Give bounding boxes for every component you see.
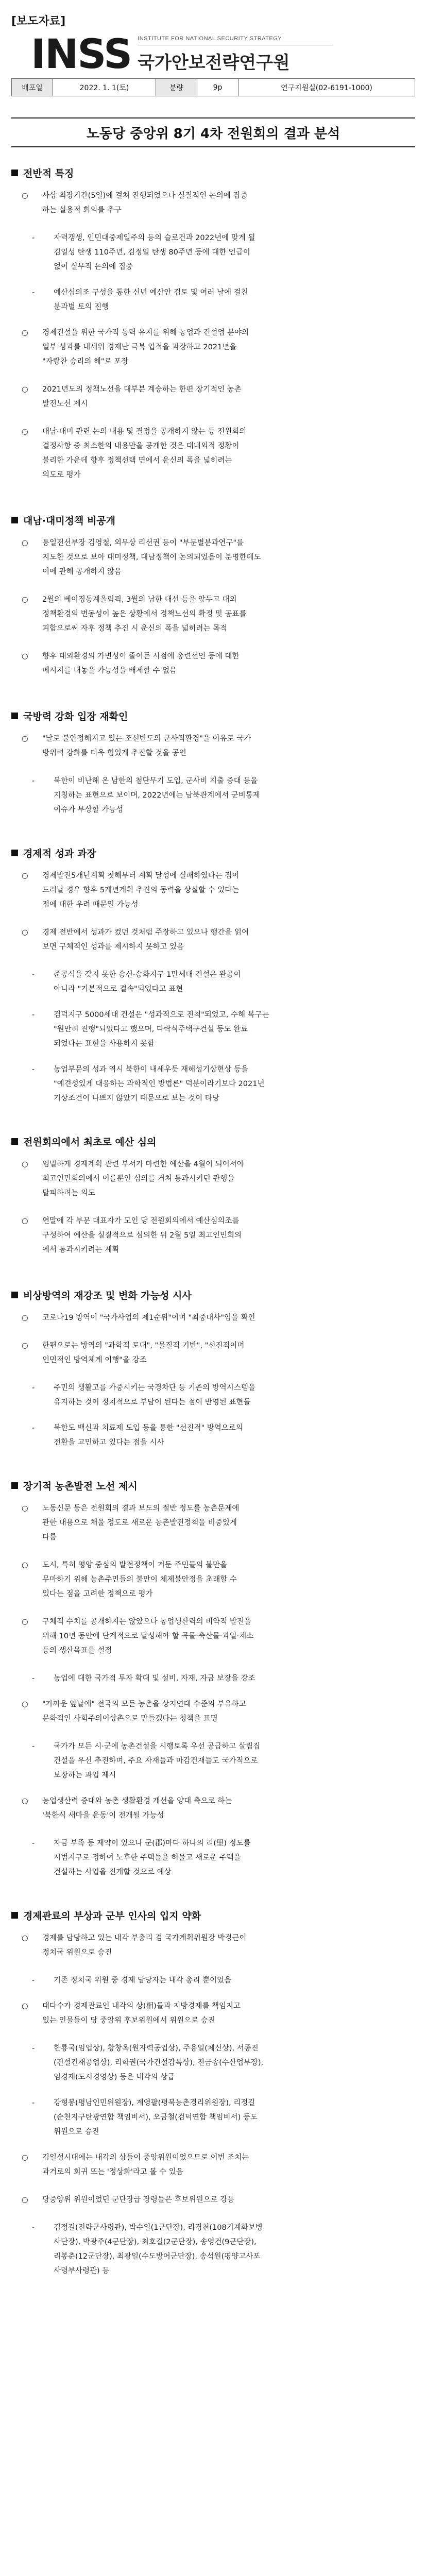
circle-bullet-icon: ○ (22, 1160, 28, 1168)
circle-bullet-icon: ○ (22, 428, 28, 436)
main-bullet-item (11, 869, 415, 912)
sub-bullet-item (11, 1739, 415, 1783)
sub-bullet-item (11, 1973, 415, 1988)
section-title (11, 709, 415, 723)
bullet-text: 한편으로는 방역의 "과학적 토대", "물질적 기반", "선진적이며 인민적인 방역체계 이행"을 강조 (42, 1342, 245, 1364)
institute-korean-name: 국가안보전략연구원 (138, 53, 290, 73)
circle-bullet-icon: ○ (22, 2154, 28, 2162)
dash-bullet-icon: - (32, 777, 35, 785)
press-release-tag: [보도자료] (11, 15, 66, 28)
main-bullet-item (11, 1338, 415, 1367)
bullet-text: 엄밀하게 경제계획 관련 부서가 마련한 예산을 4월이 되어서야 최고인민회의에서 이를뿐인 심의를 거쳐 통과시키던 관행을 탈피하려는 의도 (42, 1160, 244, 1197)
section-title-text: 전원회의에서 최초로 예산 심의 (23, 1137, 157, 1148)
dash-bullet-icon: - (32, 2099, 35, 2107)
main-bullet-item (11, 1931, 415, 1960)
main-bullet-item (11, 1501, 415, 1545)
circle-bullet-icon: ○ (22, 928, 28, 937)
main-bullet-item (11, 536, 415, 579)
circle-bullet-icon: ○ (22, 385, 28, 394)
institute-name-block (138, 36, 333, 74)
bullet-text: 김정길(전략군사령관), 박수일(1군단장), 리경천(108기계화보병 사단장), 박광주(4군단장), 최호길(2군단장), 송영건(9군단장), 리봉춘(12군단장), 최광일(수도방어군단장), 송석원(평양고사포 사령부사령관) 등 (54, 2224, 263, 2275)
main-bullet-item (11, 425, 415, 482)
sub-bullet-item (11, 2221, 415, 2278)
dash-bullet-icon: - (32, 971, 35, 979)
circle-bullet-icon: ○ (22, 2002, 28, 2010)
bullet-text: 경제발전5개년계획 첫해부터 계획 달성에 실패하였다는 점이 드러날 경우 향후 5개년계획 추진의 동력을 상실할 수 있다는 점에 대한 우려 때문일 가능성 (42, 872, 240, 909)
section-bullet-icon (11, 1292, 18, 1298)
bullet-text: 경제 전반에서 성과가 컸던 것처럼 주장하고 있으나 행간을 읽어 보면 구체적인 성과를 제시하지 못하고 있음 (42, 928, 249, 951)
bullet-text: 향후 대외환경의 가변성이 줄어든 시점에 총련선언 등에 대한 메시지를 내놓을 가능성을 배제할 수 없음 (42, 652, 240, 675)
bullet-text: 준공식을 갖지 못한 송신·송화지구 1만세대 건설은 완공이 아니라 "기본적으로 결속"되었다고 표현 (54, 971, 241, 993)
dash-bullet-icon: - (32, 1976, 35, 1985)
section-title (11, 513, 415, 527)
main-bullet-item (11, 649, 415, 678)
page-count: 9p (197, 79, 238, 96)
circle-bullet-icon: ○ (22, 2196, 28, 2204)
bullet-text: 북한이 비난해 온 남한의 첨단무기 도입, 군사비 지출 증대 등을 지칭하는 표현으로 보이며, 2022년에는 남북관계에서 군비통제 이슈가 부상할 가능성 (54, 777, 260, 814)
section-title (11, 1908, 415, 1922)
section-title (11, 166, 415, 180)
main-bullet-item (11, 189, 415, 217)
circle-bullet-icon: ○ (22, 1314, 28, 1322)
sub-bullet-item (11, 285, 415, 314)
section-bullet-icon (11, 170, 18, 176)
bullet-text: 코로나19 방역이 "국가사업의 제1순위"이며 "최중대사"임을 확인 (42, 1314, 255, 1322)
circle-bullet-icon: ○ (22, 596, 28, 604)
bullet-text: 북한도 백신과 치료제 도입 등을 통한 "선진적" 방역으로의 전환을 고민하고 있다는 점을 시사 (54, 1424, 243, 1447)
bullet-text: 김일성시대에는 내각의 상들이 중앙위원이었으므로 이번 조치는 과거로의 회귀 또는 '정상화'라고 볼 수 있음 (42, 2154, 249, 2176)
section-title-text: 대남·대미정책 비공개 (23, 515, 116, 527)
bullet-text: 경제를 담당하고 있는 내각 부총리 겸 국가계획위원장 박정근이 정치국 위원으로 승진 (42, 1934, 247, 1957)
sub-bullet-item (11, 231, 415, 274)
main-bullet-item (11, 1311, 415, 1325)
bullet-text: 주민의 생활고를 가중시키는 국경차단 등 기존의 방역시스템을 유지하는 것이 정치적으로 부담이 된다는 점이 반영된 표현들 (54, 1384, 255, 1406)
circle-bullet-icon: ○ (22, 1504, 28, 1513)
sub-bullet-item (11, 2041, 415, 2084)
section-title-text: 경제적 성과 과장 (23, 848, 96, 859)
sub-bullet-item (11, 1421, 415, 1450)
circle-bullet-icon: ○ (22, 192, 28, 200)
page-count-label: 분량 (156, 79, 197, 96)
bullet-text: 대다수가 경제관료인 내각의 상(相)들과 지방경제를 책임지고 있는 인물들이 당 중앙위 후보위원에서 위원으로 승진 (42, 2002, 241, 2025)
sub-bullet-item (11, 1671, 415, 1686)
circle-bullet-icon: ○ (22, 1561, 28, 1569)
main-bullet-item (11, 1794, 415, 1823)
bullet-text: 자력갱생, 인민대중제일주의 등의 슬로건과 2022년에 맞게 될 김일성 탄생 110주년, 김정일 탄생 80주년 등에 대한 언급이 없이 실무적 논의에 집중 (54, 234, 255, 271)
sub-bullet-item (11, 1381, 415, 1410)
bullet-text: 농업부문의 성과 역시 북한이 내세우듯 재해성기상현상 등을 "예견성있게 대응하는 과학적인 방법론" 덕분이라기보다 2021년 기상조건이 나쁘지 않았기 때문으로 보는 것이 타당 (54, 1065, 265, 1103)
bullet-text: 연말에 각 부문 대표자가 모인 당 전원회의에서 예산심의조를 구성하여 예산을 실질적으로 심의한 뒤 2월 5일 최고인민회의 에서 통과시키려는 계획 (42, 1217, 242, 1254)
dash-bullet-icon: - (32, 2224, 35, 2232)
bullet-text: 도시, 특히 평양 중심의 발전정책이 거둔 주민들의 불만을 무마하기 위해 농촌주민들의 불만이 체제불안정을 초래할 수 있다는 점을 고려한 정책으로 평가 (42, 1561, 237, 1598)
circle-bullet-icon: ○ (22, 1618, 28, 1626)
bullet-text: 당중앙위 위원이었던 군단장급 장령들은 후보위원으로 강등 (42, 2196, 235, 2204)
section-bullet-icon (11, 713, 18, 719)
dash-bullet-icon: - (32, 1424, 35, 1432)
main-bullet-item (11, 1214, 415, 1257)
section-title (11, 846, 415, 860)
circle-bullet-icon: ○ (22, 539, 28, 547)
section-bullet-icon (11, 1138, 18, 1145)
section-bullet-icon (11, 517, 18, 523)
contact-info: 연구지원실(02-6191-1000) (238, 79, 415, 96)
document-title: 노동당 중앙위 8기 4차 전원회의 결과 분석 (11, 117, 415, 147)
bullet-text: 사상 최장기간(5일)에 걸쳐 진행되었으나 실질적인 논의에 집중 하는 실용적 회의를 추구 (42, 192, 248, 214)
bullet-text: 2월의 베이징동계올림픽, 3월의 남한 대선 등을 앞두고 대외 정책환경의 변동성이 높은 상황에서 정책노선의 확정 및 공표를 피함으로써 자후 정책 추진 시 운신의 폭을 넓히려는 목적 (42, 596, 247, 633)
main-bullet-item (11, 592, 415, 636)
bullet-text: 기존 정치국 위원 중 경제 담당자는 내각 총리 뿐이었음 (54, 1976, 232, 1985)
section-bullet-icon (11, 1482, 18, 1489)
bullet-text: "가까운 앞날에" 전국의 모든 농촌을 상지연대 수준의 부유하고 문화적인 사회주의이상촌으로 만들겠다는 청책을 표명 (42, 1700, 246, 1723)
bullet-text: 통일전선부장 김영철, 외무상 리선권 등이 "부문별분과연구"를 지도한 것으로 보아 대미정책, 대남정책이 논의되었음이 분명한데도 이에 관해 공개하지 않음 (42, 539, 261, 576)
section-bullet-icon (11, 850, 18, 856)
bullet-text: 농업에 대한 국가적 투자 확대 및 설비, 자재, 자금 보장을 강조 (54, 1674, 255, 1683)
main-bullet-item (11, 1999, 415, 2028)
section-title (11, 1479, 415, 1493)
bullet-text: 강형봉(평남인민위원장), 계영팔(평북농촌경리위원장), 리정길 (순천지구탄광연합 책임비서), 오금철(검덕연합 책임비서) 등도 위원으로 승진 (54, 2099, 258, 2136)
section-title-text: 전반적 특징 (23, 168, 74, 179)
circle-bullet-icon: ○ (22, 1797, 28, 1805)
section-title (11, 1288, 415, 1302)
section-bullet-icon (11, 1912, 18, 1919)
bullet-text: 노동신문 등은 전원회의 결과 보도의 절반 정도를 농촌문제에 관한 내용으로 채울 정도로 새로운 농촌발전정책을 비중있게 다룸 (42, 1504, 240, 1541)
main-bullet-item (11, 1615, 415, 1658)
main-bullet-item (11, 2193, 415, 2207)
section-title-text: 국방력 강화 입장 재확인 (23, 711, 128, 722)
inss-logo: INSS (31, 31, 132, 78)
dash-bullet-icon: - (32, 1674, 35, 1683)
sub-bullet-item (11, 1836, 415, 1879)
main-bullet-item (11, 1558, 415, 1601)
sub-bullet-item (11, 774, 415, 817)
bullet-text: 2021년도의 정책노선을 대부분 계승하는 한편 장기적인 농촌 발전노선 제시 (42, 385, 242, 408)
sub-bullet-item (11, 968, 415, 996)
dash-bullet-icon: - (32, 289, 35, 297)
bullet-text: 검덕지구 5000세대 건설은 "성과적으로 진척"되었고, 수해 복구는 "원만히 진행"되었다고 했으며, 다락식주택구건설 등도 완료 되었다는 표현을 사용하지 못함 (54, 1011, 269, 1048)
section-title-text: 경제관료의 부상과 군부 인사의 입지 약화 (23, 1910, 201, 1922)
bullet-text: 대남·대미 관련 논의 내용 및 결정을 공개하지 않는 등 전원회의 결정사항 중 최소한의 내용만을 공개한 것은 대내외적 정황이 불리한 가운데 향후 정책선택 면에서 운신의 폭을 넓히려는 의도로 평가 (42, 428, 247, 479)
release-meta-table (11, 78, 415, 96)
bullet-text: 구체적 수치를 공개하지는 않았으나 농업생산력의 비약적 발전을 위해 10년 동안에 단계적으로 달성해야 할 곡물·축산물·과일·채소 등의 생산목표를 설정 (42, 1618, 254, 1655)
main-bullet-item (11, 732, 415, 760)
bullet-text: 자금 부족 등 제약이 있으나 군(郡)마다 하나의 리(里) 정도를 시범지구로 정하여 노후한 주택들을 허물고 새로운 주택을 건설하는 사업을 진개할 것으로 예상 (54, 1839, 251, 1876)
section-title-text: 비상방역의 재강조 및 변화 가능성 시사 (23, 1290, 192, 1301)
main-bullet-item (11, 326, 415, 369)
dash-bullet-icon: - (32, 1384, 35, 1392)
sub-bullet-item (11, 2096, 415, 2139)
circle-bullet-icon: ○ (22, 1342, 28, 1350)
main-bullet-item (11, 1157, 415, 1200)
masthead (31, 31, 395, 78)
dash-bullet-icon: - (32, 234, 35, 242)
bullet-text: 농업생산력 증대와 농촌 생활환경 개선을 양대 축으로 하는 '북한식 새마을 운동'이 전개될 가능성 (42, 1797, 232, 1820)
circle-bullet-icon: ○ (22, 1217, 28, 1225)
main-bullet-item (11, 2150, 415, 2179)
section-title-text: 장기적 농촌발전 노선 제시 (23, 1481, 138, 1492)
institute-english-name: INSTITUTE FOR NATIONAL SECURITY STRATEGY (138, 36, 333, 45)
sub-bullet-item (11, 1062, 415, 1106)
release-date: 2022. 1. 1(토) (53, 79, 156, 96)
dash-bullet-icon: - (32, 1839, 35, 1848)
bullet-text: 예산심의조 구성을 통한 신년 예산안 검토 및 여러 날에 걸친 분과별 토의 진행 (54, 289, 248, 311)
sub-bullet-item (11, 1008, 415, 1051)
main-bullet-item (11, 382, 415, 411)
bullet-text: 한룡국(임업상), 황창옥(원자력공업상), 주용일(체신상), 서종진 (건설건재공업상), 리학권(국가건설감독상), 진금송(수산업부장), 임경재(도시경영상) 등은 내각의 상급 (54, 2044, 264, 2081)
main-bullet-item (11, 925, 415, 954)
section-title (11, 1134, 415, 1148)
release-date-label: 배포일 (12, 79, 53, 96)
bullet-text: "날로 불안정해지고 있는 조선반도의 군사적환경"을 이유로 국가 방위력 강화를 더욱 힘있게 추진할 것을 공언 (42, 735, 251, 757)
circle-bullet-icon: ○ (22, 329, 28, 337)
main-bullet-item (11, 1697, 415, 1726)
bullet-text: 국가가 모든 시·군에 농촌건설을 시행토록 우선 공급하고 살림집 건설을 우선 추진하며, 주요 자재들과 마감건재들도 국가적으로 보장하는 과업 제시 (54, 1742, 261, 1780)
circle-bullet-icon: ○ (22, 652, 28, 660)
circle-bullet-icon: ○ (22, 872, 28, 880)
circle-bullet-icon: ○ (22, 735, 28, 743)
dash-bullet-icon: - (32, 1742, 35, 1751)
bullet-text: 경제건설을 위한 국가적 동력 유지를 위해 농업과 건설업 분야의 일부 성과를 내세워 경제난 극복 업적을 과장하고 2021년을 "자랑찬 승리의 해"로 포장 (42, 329, 249, 366)
circle-bullet-icon: ○ (22, 1934, 28, 1942)
circle-bullet-icon: ○ (22, 1700, 28, 1708)
dash-bullet-icon: - (32, 2044, 35, 2053)
dash-bullet-icon: - (32, 1011, 35, 1019)
dash-bullet-icon: - (32, 1065, 35, 1074)
